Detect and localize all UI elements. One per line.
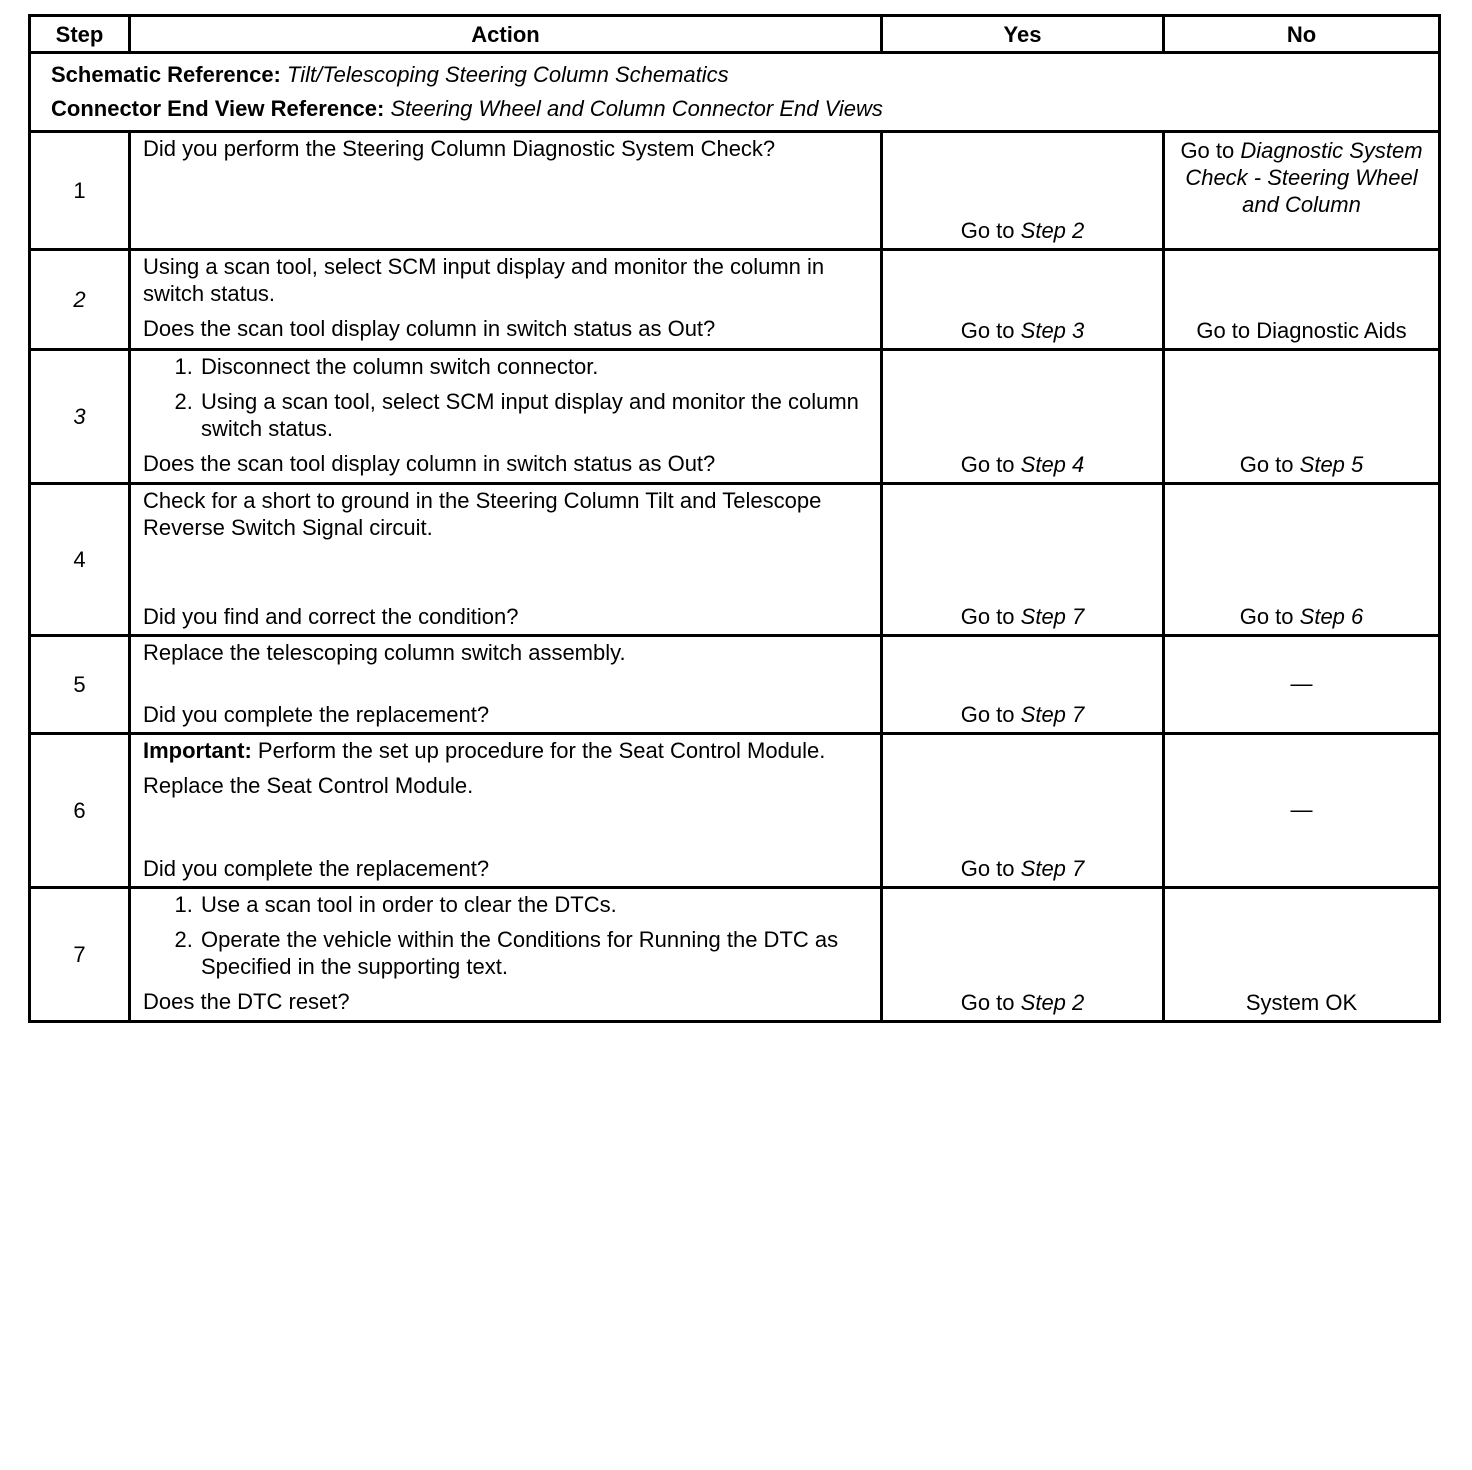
go-to-text: Go to xyxy=(960,318,1015,343)
step-number: 6 xyxy=(30,734,130,888)
action-question: Does the scan tool display column in switch status as Out? xyxy=(143,451,716,476)
yes-cell xyxy=(882,484,1164,636)
table-row xyxy=(30,350,1440,484)
no-cell xyxy=(1164,734,1440,888)
header-step: Step xyxy=(30,16,130,53)
connector-reference-link[interactable]: Steering Wheel and Column Connector End Views xyxy=(390,96,883,121)
table-row xyxy=(30,636,1440,734)
important-text: Perform the set up procedure for the Seat Control Module. xyxy=(257,738,826,763)
yes-cell xyxy=(882,250,1164,350)
substep-item: 2. Using a scan tool, select SCM input display and monitor the column switch status. xyxy=(199,388,868,442)
go-to-text: Go to xyxy=(960,702,1015,727)
schematic-reference-label: Schematic Reference: xyxy=(51,62,281,87)
action-question: Did you complete the replacement? xyxy=(143,856,490,881)
action-question: Did you perform the Steering Column Diagnostic System Check? xyxy=(143,136,776,161)
system-ok-text: System OK xyxy=(1245,990,1358,1015)
no-cell xyxy=(1164,888,1440,1022)
yes-step-link[interactable]: Step 2 xyxy=(1020,990,1085,1015)
important-note xyxy=(143,737,868,764)
schematic-reference-link[interactable]: Tilt/Telescoping Steering Column Schematics xyxy=(287,62,729,87)
step-number: 3 xyxy=(30,350,130,484)
go-to-text: Go to xyxy=(960,218,1015,243)
table-row xyxy=(30,734,1440,888)
go-to-text: Go to xyxy=(1239,452,1294,477)
table-row xyxy=(30,250,1440,350)
no-dash: — xyxy=(1290,797,1313,822)
schematic-reference xyxy=(51,58,1438,92)
substep-list xyxy=(143,891,868,980)
yes-step-link[interactable]: Step 2 xyxy=(1020,218,1085,243)
header-row xyxy=(30,16,1440,53)
step-number: 1 xyxy=(30,132,130,250)
go-to-text: Go to xyxy=(1239,604,1294,629)
yes-cell xyxy=(882,734,1164,888)
header-yes: Yes xyxy=(882,16,1164,53)
yes-cell xyxy=(882,888,1164,1022)
action-question: Did you complete the replacement? xyxy=(143,702,490,727)
go-to-text: Go to xyxy=(960,856,1015,881)
action-cell xyxy=(130,888,882,1022)
action-instruction: Replace the telescoping column switch assembly. xyxy=(143,640,626,665)
step-number: 2 xyxy=(30,250,130,350)
substep-list xyxy=(143,353,868,442)
no-cell xyxy=(1164,484,1440,636)
substep-item: 1. Disconnect the column switch connector. xyxy=(199,353,868,380)
yes-step-link[interactable]: Step 7 xyxy=(1020,702,1085,727)
go-to-text: Go to xyxy=(960,990,1015,1015)
no-diagnostic-link[interactable]: Diagnostic System Check - Steering Wheel and Column xyxy=(1185,138,1423,217)
no-cell xyxy=(1164,250,1440,350)
action-cell xyxy=(130,132,882,250)
step-number: 4 xyxy=(30,484,130,636)
action-cell xyxy=(130,350,882,484)
table-row xyxy=(30,132,1440,250)
step-number: 5 xyxy=(30,636,130,734)
yes-cell xyxy=(882,350,1164,484)
go-to-text: Go to xyxy=(960,604,1015,629)
yes-cell xyxy=(882,132,1164,250)
no-cell xyxy=(1164,636,1440,734)
action-cell xyxy=(130,636,882,734)
no-step-link[interactable]: Step 6 xyxy=(1299,604,1364,629)
yes-step-link[interactable]: Step 3 xyxy=(1020,318,1085,343)
no-cell xyxy=(1164,350,1440,484)
yes-step-link[interactable]: Step 7 xyxy=(1020,856,1085,881)
table-row xyxy=(30,484,1440,636)
no-cell xyxy=(1164,132,1440,250)
action-instruction: Check for a short to ground in the Steering Column Tilt and Telescope Reverse Switch Signal circuit. xyxy=(143,488,822,540)
substep-item: 2. Operate the vehicle within the Conditions for Running the DTC as Specified in the supporting text. xyxy=(199,926,868,980)
action-instruction: Using a scan tool, select SCM input display and monitor the column in switch status. xyxy=(143,254,825,306)
no-step-link[interactable]: Step 5 xyxy=(1299,452,1364,477)
reference-cell xyxy=(30,53,1440,132)
go-to-text: Go to xyxy=(1180,138,1235,163)
go-to-text: Go to xyxy=(960,452,1015,477)
diagnostic-table xyxy=(28,14,1441,1023)
action-question: Does the scan tool display column in switch status as Out? xyxy=(143,316,716,341)
substep-item: 1. Use a scan tool in order to clear the DTCs. xyxy=(199,891,868,918)
yes-step-link[interactable]: Step 7 xyxy=(1020,604,1085,629)
action-cell xyxy=(130,250,882,350)
action-instruction: Replace the Seat Control Module. xyxy=(143,773,474,798)
reference-row xyxy=(30,53,1440,132)
yes-step-link[interactable]: Step 4 xyxy=(1020,452,1085,477)
action-question: Did you find and correct the condition? xyxy=(143,604,519,629)
header-action: Action xyxy=(130,16,882,53)
action-question: Does the DTC reset? xyxy=(143,989,350,1014)
connector-reference-label: Connector End View Reference: xyxy=(51,96,385,121)
header-no: No xyxy=(1164,16,1440,53)
connector-reference xyxy=(51,92,1438,126)
step-number: 7 xyxy=(30,888,130,1022)
action-cell xyxy=(130,484,882,636)
no-dash: — xyxy=(1290,671,1313,696)
no-diagnostic-aids-link[interactable]: Go to Diagnostic Aids xyxy=(1196,318,1407,343)
yes-cell xyxy=(882,636,1164,734)
action-cell xyxy=(130,734,882,888)
table-row xyxy=(30,888,1440,1022)
important-label: Important: xyxy=(143,738,252,763)
